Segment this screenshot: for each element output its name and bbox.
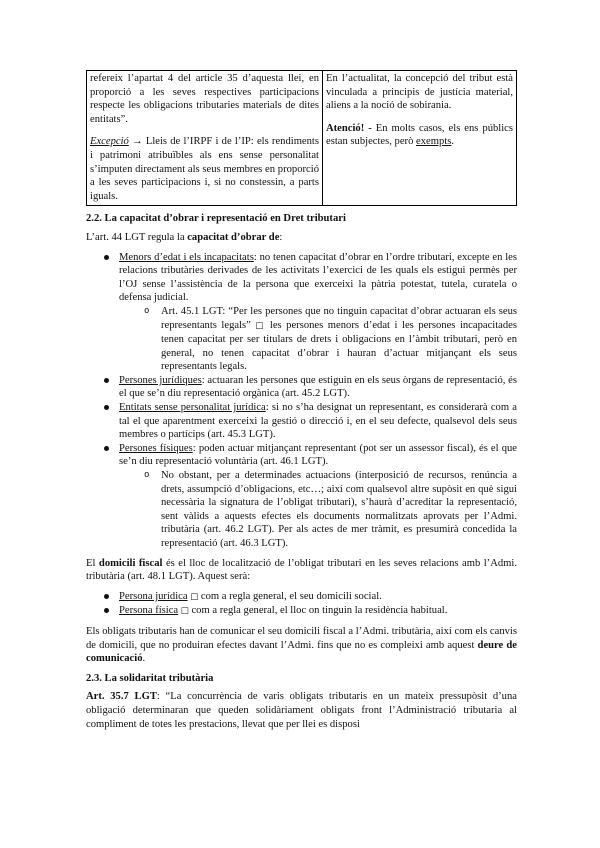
exception-paragraph xyxy=(90,135,319,203)
sub-list-item xyxy=(86,305,517,374)
sub-item-text: les persones menors d’edat i les persones incapacitades tenen capacitat per ser titulars de drets i obligacions en l’àmbit tributari, però en general, no tenen capacitat d’obrar i hauran d’actuar mitjançant els seus representants legals. xyxy=(161,319,517,373)
communication-paragraph xyxy=(86,625,517,666)
list-item-text: : no tenen capacitat d’obrar en l’ordre tributari, excepte en les relacions tributàries derivades de les activitats l’exercici de les quals els estigui permès per l’OJ sense l’assistència de la persona que exerceixi la pàtria potestat, tutela, curatela o defensa judicial. xyxy=(119,251,518,304)
domicili-list xyxy=(86,590,517,619)
square-icon: □ xyxy=(180,606,189,617)
capacity-list xyxy=(86,251,517,551)
domicili-prefix: El xyxy=(86,557,99,569)
exception-label: Excepció xyxy=(90,136,129,148)
list-item-label: Persona jurídica xyxy=(119,590,188,602)
table-row xyxy=(87,71,517,206)
article-text: : “La concurrència de varis obligats tributaris en un mateix pressupòsit d’una obligació determinaran que queden solidàriament obligats front l’Administració tributaria al compliment de totes les prestacions, llevat que per llei es disposi xyxy=(86,691,517,730)
list-item-text: : actuaran les persones que estiguin en els seus òrgans de representació, és el que se’n diu representació orgànica (art. 45.2 LGT). xyxy=(119,374,517,400)
table-cell-left xyxy=(87,71,323,206)
section-2-2-intro xyxy=(86,231,517,245)
sub-item-text: Art. 45.1 LGT: “Per les persones que no tinguin capacitat d’obrar actuaran els seus representants legals” xyxy=(161,305,517,331)
article-bold: Art. 35.7 LGT xyxy=(86,691,157,703)
communication-text: Els obligats tributaris han de comunicar el seu domicili fiscal a l’Admi. tributària, així com els canvis de domicili, que no produiran efectes davant l’Admi. fins que no es compleixi amb aquest xyxy=(86,625,517,651)
list-item-text: com a regla general, el lloc on tinguin la residència habitual. xyxy=(188,605,448,617)
comparison-table xyxy=(86,70,517,206)
list-item xyxy=(86,442,517,469)
intro-suffix: : xyxy=(279,231,283,243)
attention-label: Atenció! - xyxy=(326,122,372,134)
section-2-2-heading: 2.2. La capacitat d’obrar i representació en Dret tributari xyxy=(86,213,346,225)
list-item-label: Entitats sense personalitat jurídica xyxy=(119,402,266,414)
square-icon: □ xyxy=(255,320,266,331)
section-2-3-heading: 2.3. La solidaritat tributària xyxy=(86,672,214,684)
exception-text: Lleis de l’IRPF i de l’IP: els rendiments i patrimoni atribuïbles als ens sense personalitat s’imputen directament als seus membres en proporció a les seves participacions i, si no constessin, a parts iguals. xyxy=(90,136,319,202)
list-item-text: : poden actuar mitjançant representant (pot ser un assessor fiscal), és el que se’n diu representació voluntària (art. 46.1 LGT). xyxy=(119,442,517,468)
page-content xyxy=(86,70,517,731)
list-item-text: com a regla general, el seu domicili social. xyxy=(198,590,382,602)
attention-paragraph xyxy=(326,122,513,149)
table-left-paragraph: refereix l’apartat 4 del article 35 d’aquesta llei, en proporció a les seves respectives participacions respecte les obligacions tributaries materials de dites entitats”. xyxy=(90,73,319,125)
list-item-label: Menors d’edat i els incapacitats xyxy=(119,251,254,263)
article-paragraph xyxy=(86,690,517,731)
table-cell-right xyxy=(323,71,517,206)
list-item-label: Persones jurídiques xyxy=(119,374,202,386)
list-item xyxy=(86,604,517,619)
arrow-icon: → xyxy=(132,136,143,148)
list-item xyxy=(86,251,517,305)
sub-item-text: No obstant, per a determinades actuacions (interposició de recursos, renúncia a drets, assumpció d’obligacions, etc…; així com qualsevol altre supòsit en què sigui necessària la signatura de l’obligat tributari), s’haurà d’acreditar la representació, sent vàlids a aquests efectes els documents normalitzats aprovats per l’Admi. tributària (art. 46.2 LGT). Per als actes de mer tràmit, es presumirà concedida la representació (art. 46.3 LGT). xyxy=(161,470,517,549)
square-icon: □ xyxy=(190,591,199,602)
exempts-word: exempts xyxy=(416,136,452,148)
intro-prefix: L’art. 44 LGT regula la xyxy=(86,231,188,243)
list-item-text: : si no s’ha designat un representant, es considerarà com a tal el que aparentment exerceixi la gestió o direcció i, en el seu defecte, qualsevol dels seus membres o partícips (art. 45.3 LGT). xyxy=(119,402,517,441)
domicili-bold: domicili fiscal xyxy=(98,557,163,569)
domicili-paragraph xyxy=(86,557,517,584)
sub-list-item xyxy=(86,469,517,551)
list-item xyxy=(86,590,517,605)
table-right-paragraph: En l’actualitat, la concepció del tribut està vinculada a principis de justícia material, aliens a la noció de sobirania. xyxy=(326,73,513,112)
intro-bold: capacitat d’obrar de xyxy=(187,231,280,243)
domicili-suffix: és el lloc de localització de l’obligat tributari en les seves relacions amb l’Admi. tributària (art. 48.1 LGT). Aquest serà: xyxy=(86,557,517,583)
list-item-label: Persona física xyxy=(119,605,179,617)
attention-period: . xyxy=(451,136,454,148)
list-item-label: Persones físiques xyxy=(119,442,193,454)
communication-bold: deure de comunicació xyxy=(86,639,517,665)
list-item xyxy=(86,401,517,442)
communication-suffix: . xyxy=(142,653,146,665)
list-item xyxy=(86,374,517,401)
attention-text: En molts casos, els ens públics estan subjectes, però xyxy=(326,122,513,148)
